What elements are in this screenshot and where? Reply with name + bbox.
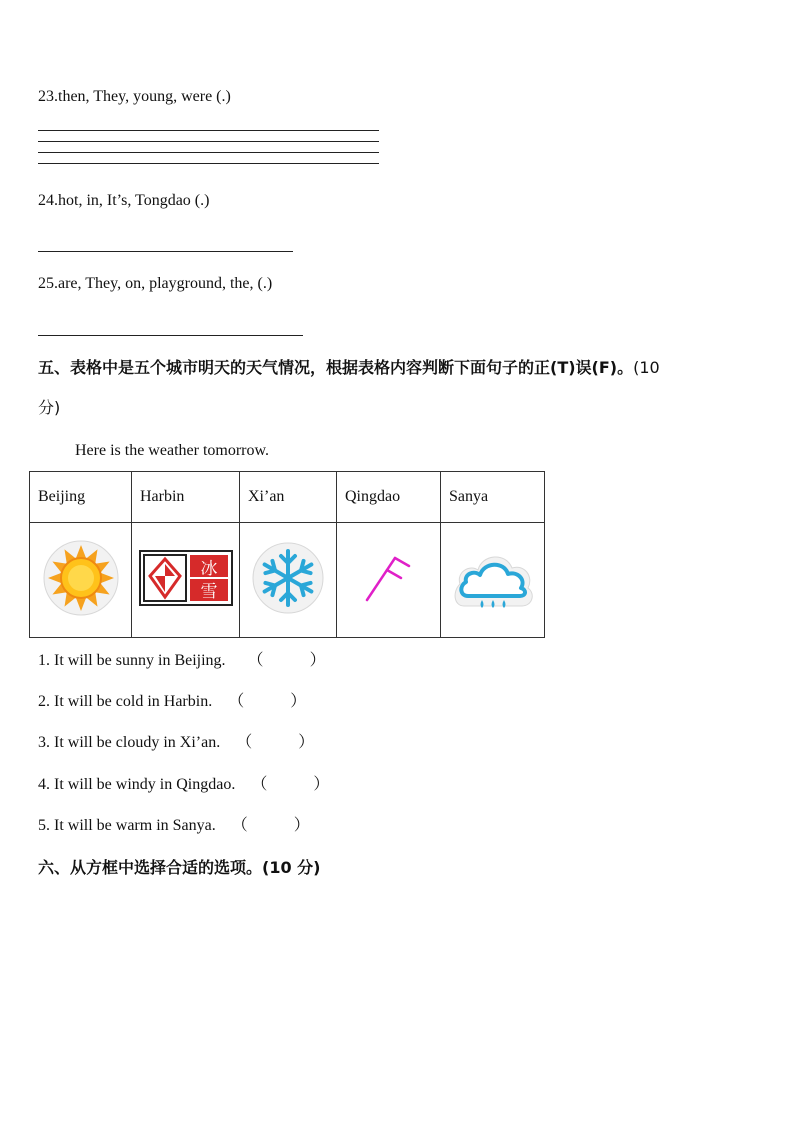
question-25 [38, 274, 272, 294]
weather-intro: Here is the weather tomorrow. [75, 442, 269, 459]
question-23 [38, 87, 231, 107]
statement-5 [38, 816, 310, 836]
section-5-points-unit: 分) [38, 398, 61, 417]
statement-text: 2. It will be cold in Harbin. [38, 693, 213, 710]
city-row [30, 472, 545, 523]
snow-char: 雪 [200, 581, 217, 602]
answer-close: ） [313, 776, 330, 793]
question-number: 23. [38, 88, 58, 105]
answer-line-24[interactable] [38, 251, 293, 252]
section-5-heading [38, 358, 758, 378]
answer-line-25[interactable] [38, 335, 303, 336]
question-24 [38, 191, 209, 211]
answer-close: ） [298, 734, 315, 751]
answer-open: （ [228, 693, 245, 710]
statement-4 [38, 775, 329, 795]
wind-flag-icon [359, 548, 419, 608]
section-5-heading-cont [38, 398, 60, 418]
statement-3 [38, 733, 314, 753]
weather-table [29, 471, 545, 638]
icon-cell-xian [240, 523, 337, 638]
city-cell-harbin: Harbin [132, 472, 240, 523]
city-cell-qingdao: Qingdao [337, 472, 441, 523]
icon-cell-beijing [30, 523, 132, 638]
rain-cloud-icon [450, 540, 536, 616]
city-cell-sanya: Sanya [441, 472, 545, 523]
statement-2 [38, 692, 306, 712]
icon-cell-qingdao [337, 523, 441, 638]
section-5-title: 五、表格中是五个城市明天的天气情况，根据表格内容判断下面句子的正(T)误(F)。 [38, 358, 634, 377]
ice-snow-icon [139, 550, 233, 606]
snowflake-icon [250, 540, 326, 616]
question-words: then, They, young, were (.) [58, 88, 231, 105]
statement-text: 3. It will be cloudy in Xi’an. [38, 734, 221, 751]
icon-cell-harbin [132, 523, 240, 638]
question-number: 25. [38, 275, 58, 292]
icon-cell-sanya [441, 523, 545, 638]
city-cell-beijing: Beijing [30, 472, 132, 523]
statement-text: 1. It will be sunny in Beijing. [38, 652, 226, 669]
question-number: 24. [38, 192, 58, 209]
ice-char: 冰 [200, 558, 217, 579]
answer-open: （ [251, 776, 268, 793]
answer-close: ） [293, 817, 310, 834]
city-cell-xian: Xi’an [240, 472, 337, 523]
sun-icon [41, 538, 121, 618]
answer-close: ） [309, 652, 326, 669]
answer-line-23b[interactable] [38, 141, 379, 142]
question-words: hot, in, It’s, Tongdao (.) [58, 192, 210, 209]
answer-open: （ [247, 652, 264, 669]
answer-open: （ [231, 817, 248, 834]
question-words: are, They, on, playground, the, (.) [58, 275, 273, 292]
answer-line-23c[interactable] [38, 152, 379, 153]
statement-text: 5. It will be warm in Sanya. [38, 817, 216, 834]
section-6-heading: 六、从方框中选择合适的选项。(10 分) [38, 858, 321, 877]
answer-line-23d[interactable] [38, 163, 379, 164]
answer-line-23a[interactable] [38, 130, 379, 131]
answer-open: （ [236, 734, 253, 751]
statement-1 [38, 651, 326, 671]
icon-row [30, 523, 545, 638]
section-5-points: (10 [633, 358, 660, 377]
answer-close: ） [290, 693, 307, 710]
statement-text: 4. It will be windy in Qingdao. [38, 776, 236, 793]
